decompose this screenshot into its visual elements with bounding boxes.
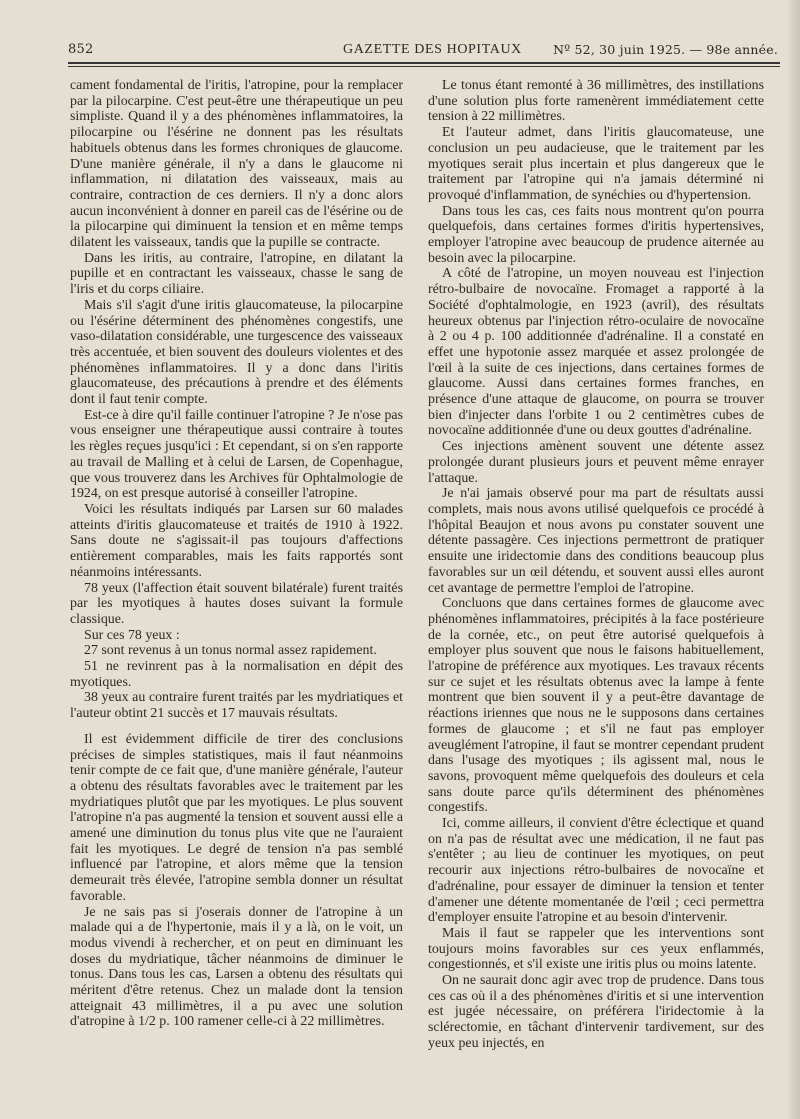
paragraph: Ces injections amènent souvent une détente assez prolongée durant plusieurs jours et peuvent même enrayer l'attaque. xyxy=(428,439,764,486)
paragraph: On ne saurait donc agir avec trop de prudence. Dans tous ces cas où il a des phénomènes d'iritis et si une intervention est jugée nécessaire, on préférera l'iridectomie à la sclérectomie, en tâchant d'intervenir tardivement, sur des yeux peu injectés, en xyxy=(428,973,764,1051)
paragraph: Mais s'il s'agit d'une iritis glaucomateuse, la pilocarpine ou l'ésérine déterminent des phénomènes congestifs, une vaso-dilatation considérable, une turgescence des vaisseaux très accentuée, et bien souvent des douleurs violentes et des phénomènes inflammatoires. Il y a donc dans l'iritis glaucomateuse, des précautions à prendre et des éléments dont il faut tenir compte. xyxy=(70,297,403,408)
paragraph: Sur ces 78 yeux : xyxy=(84,627,180,643)
paragraph: 78 yeux (l'affection était souvent bilatérale) furent traités par les myotiques à hautes doses suivant la formule classique. xyxy=(70,580,403,627)
paragraph: Mais il faut se rappeler que les interventions sont toujours moins favorables sur ces yeux enflammés, congestionnés, et s'il existe une iritis plus ou moins latente. xyxy=(428,925,764,973)
paragraph: cament fondamental de l'iritis, l'atropine, pour la remplacer par la pilocarpine. C'est peut-être une thérapeutique un peu simpliste. Quand il y a des phénomènes inflammatoires, la pilocarpine ou l'ésérine ne donnent pas les résultats habituels obtenus dans les formes chroniques de glaucome. D'une manière générale, il n'y a dans le glaucome ni inflammation, ni dilatation des vaisseaux, mais au contraire, contraction de ces derniers. Il n'y a donc alors aucun inconvénient à donner en pareil cas de l'ésérine ou de la pilocarpine qui diminuent la tension et en même temps dilatent les vaisseaux, tandis que la pupille se contracte. xyxy=(70,78,403,251)
paragraph: Je ne sais pas si j'oserais donner de l'atropine à un malade qui a de l'hypertonie, mais il y a là, on le voit, un modus vivendi à rechercher, et on peut en diminuant les doses du mydriatique, tâcher néanmoins de diminuer le tonus. Dans tous les cas, Larsen a obtenu des résultats qui méritent d'être retenus. Chez un malade dont la tension atteignait 43 millimètres, il a pu avec une solution d'atropine à 1/2 p. 100 ramener celle-ci à 22 millimètres. xyxy=(70,904,403,1030)
paragraph: Il est évidemment difficile de tirer des conclusions précises de simples statistiques, mais il faut néanmoins tenir compte de ce fait que, d'une manière générale, l'auteur a obtenu des résultats favorables avec le traitement par les mydriatiques plutôt que par les myotiques. Le plus souvent l'atropine n'a pas augmenté la tension et souvent aussi elle a amené une diminution du tonus plus vite que ne l'auraient fait les myotiques. Le degré de tension n'a pas semblé influencé par l'atropine, et alors même que la tension demeurait très élevée, l'atropine sembla donner un résultat favorable. xyxy=(70,731,403,904)
header-rule-thick xyxy=(68,62,780,64)
page-number: 852 xyxy=(68,42,94,57)
left-column xyxy=(70,78,403,1113)
paragraph: 38 yeux au contraire furent traités par les mydriatiques et l'auteur obtint 21 succès et 17 mauvais résultats. xyxy=(70,690,403,722)
issue-info: Nº 52, 30 juin 1925. — 98e année. xyxy=(553,42,778,57)
paragraph: Ici, comme ailleurs, il convient d'être éclectique et quand on n'a pas de résultat avec une médication, il ne faut pas s'entêter ; au lieu de continuer les myotiques, on peut recourir aux injections rétro-bulbaires de novocaïne et d'adrénaline, pour essayer de diminuer la tension et tenter d'amener une détente momentanée de l'œil ; ceci permettra d'employer ensuite l'atropine et au besoin d'intervenir. xyxy=(428,816,764,926)
paragraph: Le tonus étant remonté à 36 millimètres, des instillations d'une solution plus forte ramenèrent immédiatement cette tension à 22 millimètres. xyxy=(428,78,764,125)
paragraph: Dans les iritis, au contraire, l'atropine, en dilatant la pupille et en contractant les vaisseaux, chasse le sang de l'iris et du corps ciliaire. xyxy=(70,250,403,298)
page-gutter-shadow xyxy=(786,0,800,1119)
paragraph: Et l'auteur admet, dans l'iritis glaucomateuse, une conclusion un peu audacieuse, que le traitement par les myotiques serait plus incertain et plus dangereux que le traitement par l'atropine qui n'a jamais déterminé ni provoqué d'inflammation, de synéchies ou d'hypertension. xyxy=(428,125,764,203)
paragraph: A côté de l'atropine, un moyen nouveau est l'injection rétro-bulbaire de novocaïne. Fromaget a rapporté à la Société d'ophtalmologie, en 1923 (avril), des résultats heureux obtenus par l'injection rétro-oculaire de novocaïne à 2 ou 4 p. 100 additionnée d'adrénaline. Il a constaté en effet une hypotonie assez marquée et assez prolongée de l'œil à la suite de ces injections, dans certaines formes de glaucome. Aussi dans certaines formes franches, en présence d'une attaque de glaucome, on pourra se trouver bien d'injecter dans l'orbite 1 ou 2 centimètres cubes de novocaïne additionnée d'une ou deux gouttes d'adrénaline. xyxy=(428,266,764,439)
right-column xyxy=(428,78,764,1113)
paragraph: Est-ce à dire qu'il faille continuer l'atropine ? Je n'ose pas vous enseigner une thérapeutique aussi contraire à toutes les règles reçues jusqu'ici : Et cependant, si on s'en rapporte au travail de Malling et à celui de Larsen, de Copenhague, que vous trouverez dans les Archives für Ophtalmologie de 1924, on est presque autorisé à conseiller l'atropine. xyxy=(70,407,403,502)
paragraph: Dans tous les cas, ces faits nous montrent qu'on pourra quelquefois, dans certaines formes d'iritis hypertensives, employer l'atropine avec beaucoup de prudence aiternée au besoin avec la pilocarpine. xyxy=(428,203,764,266)
header-rule-thin xyxy=(68,66,780,67)
paragraph: Concluons que dans certaines formes de glaucome avec phénomènes inflammatoires, précipités à la face postérieure de la cornée, etc., on peut être autorisé quelquefois à employer plus souvent que nous le faisons habituellement, l'atropine de préférence aux myotiques. Les travaux récents sur ce sujet et les résultats obtenus avec la lampe à fente montrent que bien souvent il y a peut-être davantage de réactions iriennes que nous ne le supposons dans certaines formes de glaucome ; et s'il ne faut pas employer aveuglément l'atropine, il faut se montrer cependant prudent dans l'usage des myotiques ; ils agissent mal, nous le savons, provoquent même quelquefois des douleurs et cela sans doute parce qu'ils déterminent des phénomènes congestifs. xyxy=(428,596,764,816)
page-header xyxy=(68,40,778,62)
paragraph: 27 sont revenus à un tonus normal assez rapidement. xyxy=(84,643,377,659)
paragraph: Je n'ai jamais observé pour ma part de résultats aussi complets, mais nous avons utilisé quelquefois ce procédé à l'hôpital Beaujon et nous avons pu constater souvent une détente passagère. Ces injections permettront de pratiquer ensuite une iridectomie dans des conditions beaucoup plus favorables sur un œil détendu, et souvent aussi elles auront cet avantage de permettre l'emploi de l'atropine. xyxy=(428,486,764,596)
paragraph: Voici les résultats indiqués par Larsen sur 60 malades atteints d'iritis glaucomateuse et traités de 1910 à 1922. Sans doute ne s'agissait-il pas toujours d'affections entièrement comparables, mais les faits rapportés sont néanmoins intéressants. xyxy=(70,501,403,580)
journal-title: GAZETTE DES HOPITAUX xyxy=(343,42,522,57)
paragraph: 51 ne revinrent pas à la normalisation en dépit des myotiques. xyxy=(70,659,403,690)
